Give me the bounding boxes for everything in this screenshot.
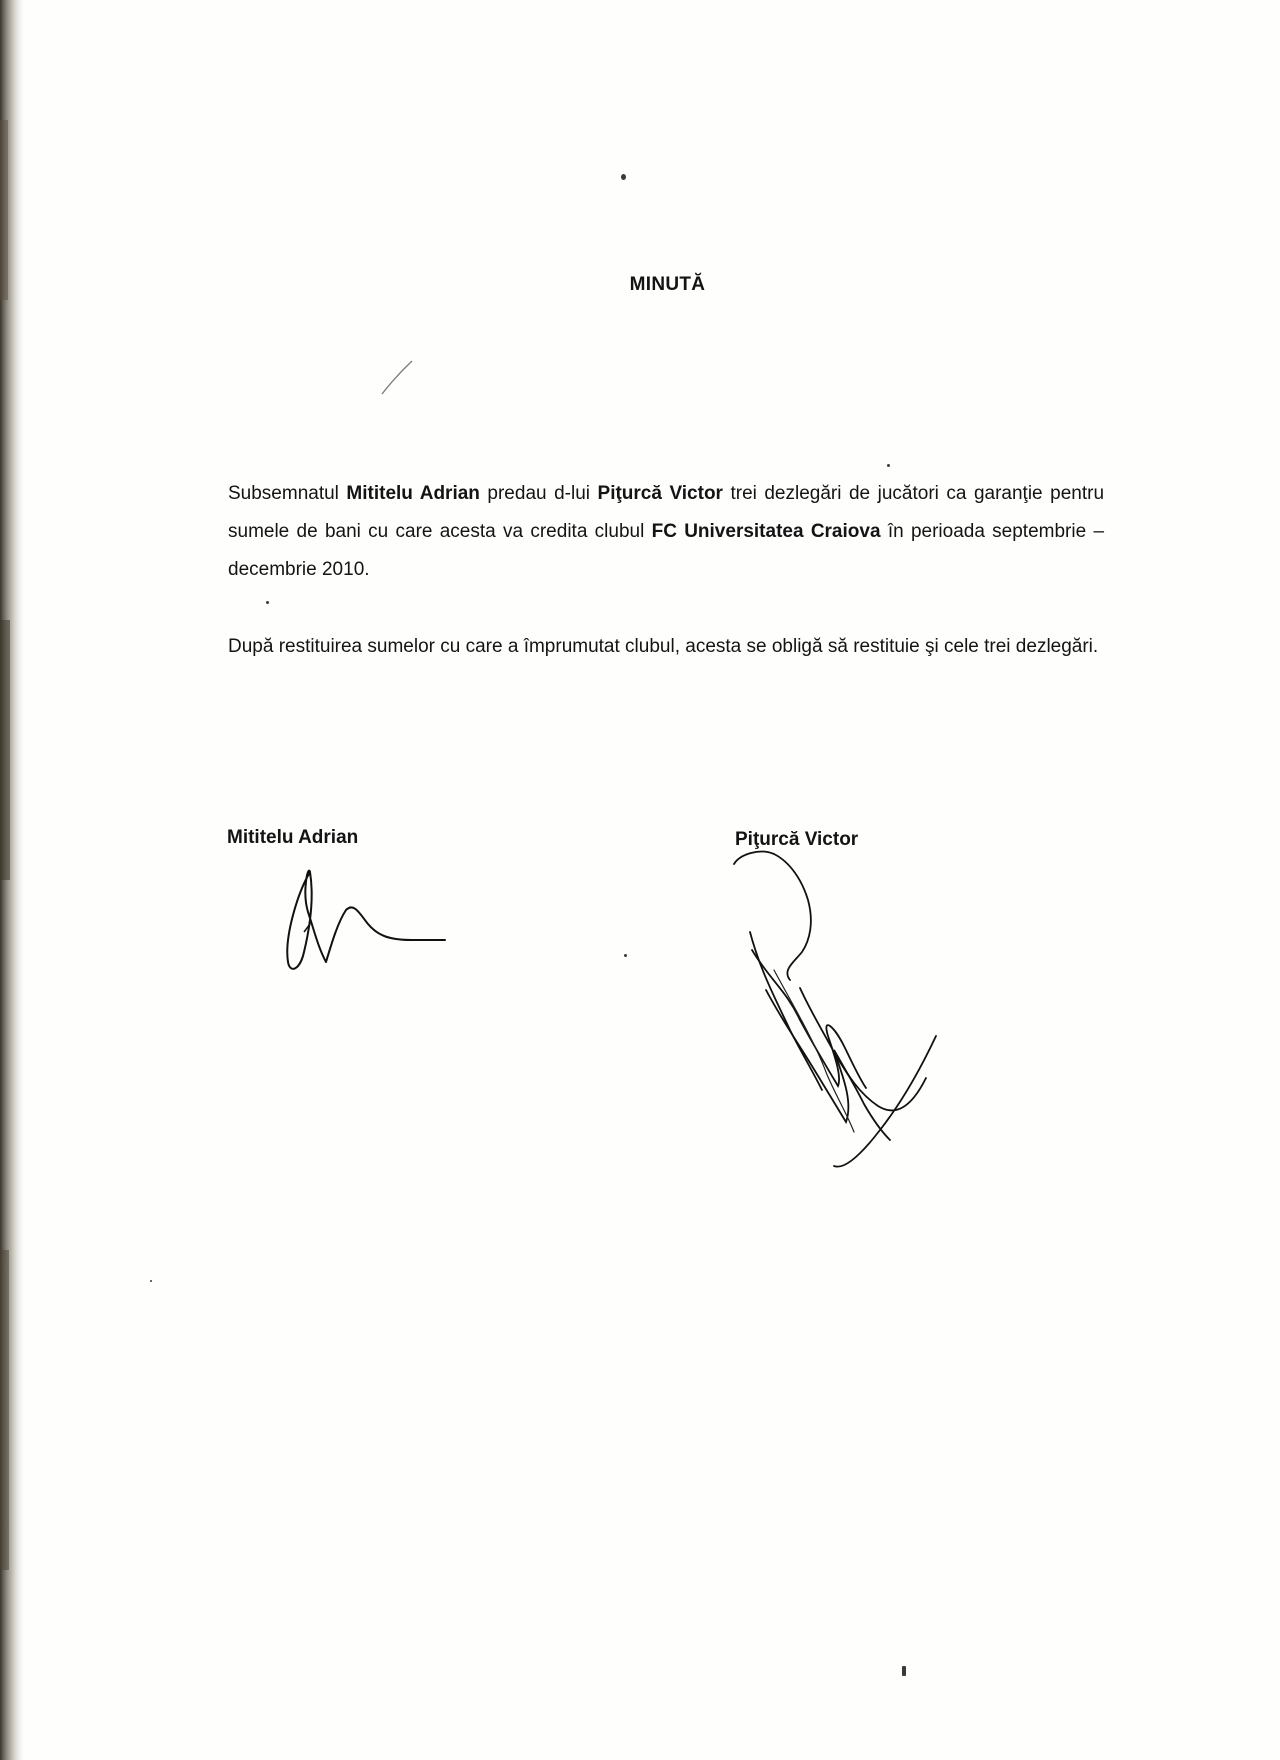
- paragraph-restitution: După restituirea sumelor cu care a împrumutat clubul, acesta se obligă să restituie şi cele trei dezlegări.: [228, 636, 1099, 657]
- scan-speck: [902, 1666, 906, 1676]
- scan-speck: [621, 174, 626, 180]
- signatory-name-right: Piţurcă Victor: [735, 829, 859, 850]
- scan-speck: [266, 601, 269, 604]
- scan-edge-shadow: [0, 0, 26, 1760]
- signature-mititelu: [280, 852, 460, 982]
- name-piturca: Piţurcă Victor: [597, 483, 723, 504]
- club-name: FC Universitatea Craiova: [651, 521, 881, 542]
- scan-speck: [624, 954, 627, 957]
- scan-speck: [150, 1280, 152, 1282]
- signatory-name-left: Mititelu Adrian: [227, 827, 359, 848]
- paragraph-guarantee: Subsemnatul Mititelu Adrian predau d-lui Piţurcă Victor trei dezlegări de jucători ca garanţie pentru sumele de bani cu care acesta va credita clubul FC Universitatea Craiova în perioada septembrie – decembrie 2010.: [228, 483, 1105, 580]
- name-mititelu: Mititelu Adrian: [346, 483, 480, 504]
- scan-pen-mark: [376, 358, 416, 398]
- document-title: MINUTĂ: [629, 274, 706, 295]
- scan-speck: [887, 464, 890, 467]
- signature-piturca: [730, 840, 950, 1170]
